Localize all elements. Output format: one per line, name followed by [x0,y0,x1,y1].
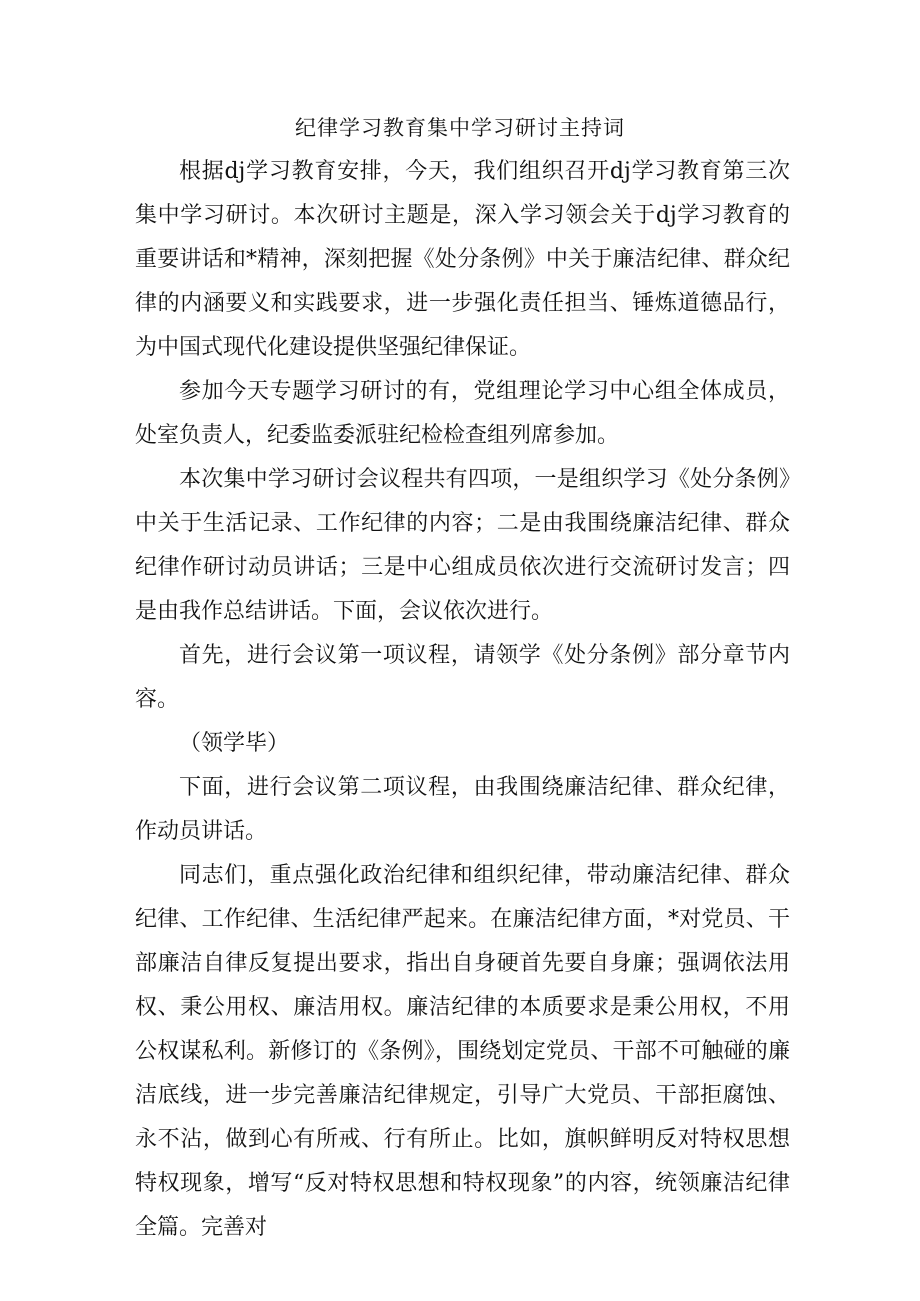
paragraph-discipline-speech: 同志们，重点强化政治纪律和组织纪律，带动廉洁纪律、群众纪律、工作纪律、生活纪律严起来。在廉洁纪律方面，*对党员、干部廉洁自律反复提出要求，指出自身硬首先要自身廉；强调依法用权、秉公用权、廉洁用权。廉洁纪律的本质要求是秉公用权，不用公权谋私利。新修订的《条例》，围绕划定党员、干部不可触碰的廉洁底线，进一步完善廉洁纪律规定，引导广大党员、干部拒腐蚀、永不沾，做到心有所戒、行有所止。比如，旗帜鲜明反对特权思想特权现象，增写“反对特权思想和特权现象”的内容，统领廉洁纪律全篇。完善对 [135,863,790,1240]
paragraph-agenda: 本次集中学习研讨会议程共有四项，一是组织学习《处分条例》中关于生活记录、工作纪律的内容；二是由我围绕廉洁纪律、群众纪律作研讨动员讲话；三是中心组成员依次进行交流研讨发言；四是由我作总结讲话。下面，会议依次进行。 [135,467,790,624]
paragraph-attendees: 参加今天专题学习研讨的有，党组理论学习中心组全体成员，处室负责人，纪委监委派驻纪检检查组列席参加。 [135,379,790,448]
paragraph-meeting-background: 根据dj学习教育安排，今天，我们组织召开dj学习教育第三次集中学习研讨。本次研讨主题是，深入学习领会关于dj学习教育的重要讲话和*精神，深刻把握《处分条例》中关于廉洁纪律、群众纪律的内涵要义和实践要求，进一步强化责任担当、锤炼道德品行，为中国式现代化建设提供坚强纪律保证。 [135,159,790,360]
paragraph-second-agenda-item: 下面，进行会议第二项议程，由我围绕廉洁纪律、群众纪律，作动员讲话。 [135,775,790,844]
paragraph-first-agenda-item: 首先，进行会议第一项议程，请领学《处分条例》部分章节内容。 [135,643,790,712]
paragraph-reading-finished-note: （领学毕） [179,731,290,756]
document-title: 纪律学习教育集中学习研讨主持词 [295,116,625,140]
document-body [135,150,790,1250]
